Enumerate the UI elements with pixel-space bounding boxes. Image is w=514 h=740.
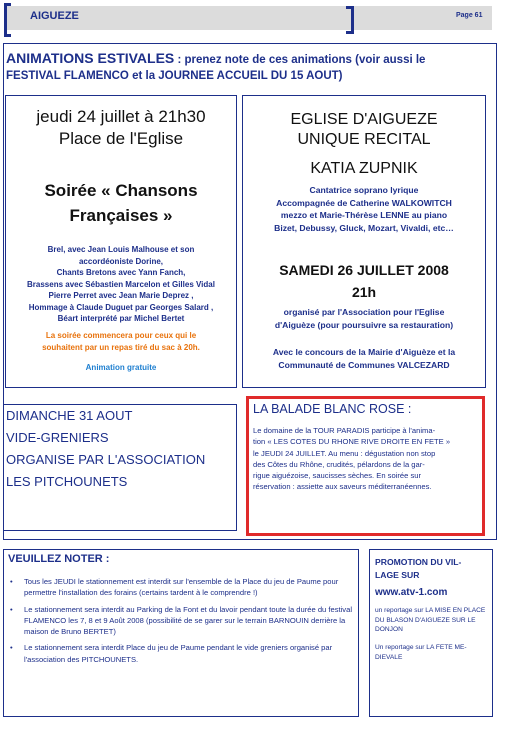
chansons-date [5,106,237,150]
chansons-note-line2: souhaitent par un repas tiré du sac à 20h. [42,342,200,352]
chansons-act: Béart interprété par Michel Bertet [57,314,185,323]
balade-line: des Côtes du Rhône, crudités, pélardons de la gar- [253,459,425,469]
chansons-free-label: Animation gratuite [85,363,157,372]
recital-org-line2: d'Aiguèze (pour poursuivre sa restauration) [274,319,454,330]
balade-line: le JEUDI 24 JUILLET. Au menu : dégustation non stop [253,448,436,458]
recital-support [242,346,486,371]
balade-line: tion « LES COTES DU RHONE RIVE DROITE EN FETE » [253,437,451,447]
promo-title [375,556,491,581]
vide-greniers-line: ORGANISE PAR L'ASSOCIATION [6,452,206,467]
recital-support-line2: Communauté de Communes VALCEZARD [278,359,450,370]
chansons-meal-note [5,330,237,353]
bullet-icon: • [10,604,13,614]
notice-item [8,604,352,638]
recital-time: 21h [351,284,377,300]
recital-date: SAMEDI 26 JUILLET 2008 [279,262,449,278]
intro-line2: FESTIVAL FLAMENCO et la JOURNEE ACCUEIL DU 15 AOUT) [6,70,343,82]
balade-line: rigue aiguézoise, saucisses sèches. En soirée sur [253,471,421,481]
promo-title-line2: LAGE SUR [375,569,420,580]
balade-line: réservation : assiette aux saveurs méditerranéennes. [253,482,432,492]
chansons-act: Brel, avec Jean Louis Malhouse et son [47,245,195,254]
promo-report-link-blason: un reportage sur LA MISE EN PLACE DU BLASON D'AIGUEZE SUR LE DONJON [375,607,486,633]
chansons-act: Pierre Perret avec Jean Marie Deprez , [48,291,194,300]
intro-text [6,50,496,84]
chansons-note-line1: La soirée commencera pour ceux qui le [45,331,197,340]
notice-item [8,576,352,599]
bullet-icon: • [10,643,13,653]
intro-line1: : prenez note de ces animations (voir aussi le [174,54,426,66]
recital-desc-line: Bizet, Debussy, Gluck, Mozart, Vivaldi, etc… [274,222,454,233]
recital-support-line1: Avec le concours de la Mairie d'Aiguèze et la [272,347,456,357]
chansons-title [5,178,237,228]
balade-title: LA BALADE BLANC ROSE : [253,402,412,416]
chansons-date-line2: Place de l'Eglise [58,129,184,148]
page-number: Page 61 [456,12,483,19]
balade-body [253,425,481,493]
recital-church: EGLISE D'AIGUEZE [290,111,438,128]
chansons-act: Hommage à Claude Duguet par Georges Salard , [28,302,214,312]
header-left-bracket [4,3,11,37]
recital-organizer [242,306,486,331]
balade-line: Le domaine de la TOUR PARADIS participe à l'anima- [253,426,436,435]
vide-greniers-line: DIMANCHE 31 AOUT [6,408,133,423]
header-right-bracket [346,6,354,34]
recital-desc-line: Accompagnée de Catherine WALKOWITCH [276,197,452,208]
chansons-act: accordéoniste Dorine, [78,256,164,266]
recital-desc-line: mezzo et Marie-Thérèse LENNE au piano [280,210,448,220]
vide-greniers-line: VIDE-GRENIERS [6,430,109,445]
recital-org-line1: organisé par l'Association pour l'Eglise [283,307,445,317]
notice-item-text: Le stationnement sera interdit au Parking de la Font et du lavoir pendant toute la durée du festival FLAMENCO les 7, 8 et 9 Août 2008 (possibilité de se garer sur le terrain BARNOUIN derrière la maison de Bruno BERTET) [24,604,353,637]
recital-desc-line: Cantatrice soprano lyrique [309,185,419,195]
promo-report-link-fete: Un reportage sur LA FETE ME-DIEVALE [375,644,467,661]
vide-greniers-line: LES PITCHOUNETS [6,474,128,489]
notice-item-text: Tous les JEUDI le stationnement est interdit sur l'ensemble de la Place du jeu de Paume pour permettre l'installation des forains (certains tardent à le comprendre !) [24,577,339,598]
chansons-title-line1: Soirée « Chansons [44,181,198,200]
promo-title-line1: PROMOTION DU VIL- [375,557,462,567]
recital-heading [242,110,486,150]
intro-heading: ANIMATIONS ESTIVALES [6,50,175,66]
notice-item [8,642,352,665]
notice-item-text: Le stationnement sera interdit Place du jeu de Paume pendant le vide greniers organisé par l'association des PITCHOUNETS. [24,643,333,664]
chansons-date-line1: jeudi 24 juillet à 21h30 [36,107,206,126]
bullet-icon: • [10,577,13,586]
chansons-act: Brassens avec Sébastien Marcelon et Gilles Vidal [27,279,215,289]
promo-site-link[interactable]: www.atv-1.com [375,587,448,598]
chansons-title-line2: Françaises » [69,206,173,225]
notice-title: VEUILLEZ NOTER : [8,553,110,565]
header-title: AIGUEZE [30,10,79,22]
chansons-acts [5,244,237,325]
recital-subtitle: UNIQUE RECITAL [297,131,431,148]
recital-description [242,184,486,234]
vide-greniers-text [6,405,238,493]
chansons-act: Chants Bretons avec Yann Fanch, [56,268,186,277]
notice-list [8,576,352,670]
recital-artist: KATIA ZUPNIK [310,160,418,177]
